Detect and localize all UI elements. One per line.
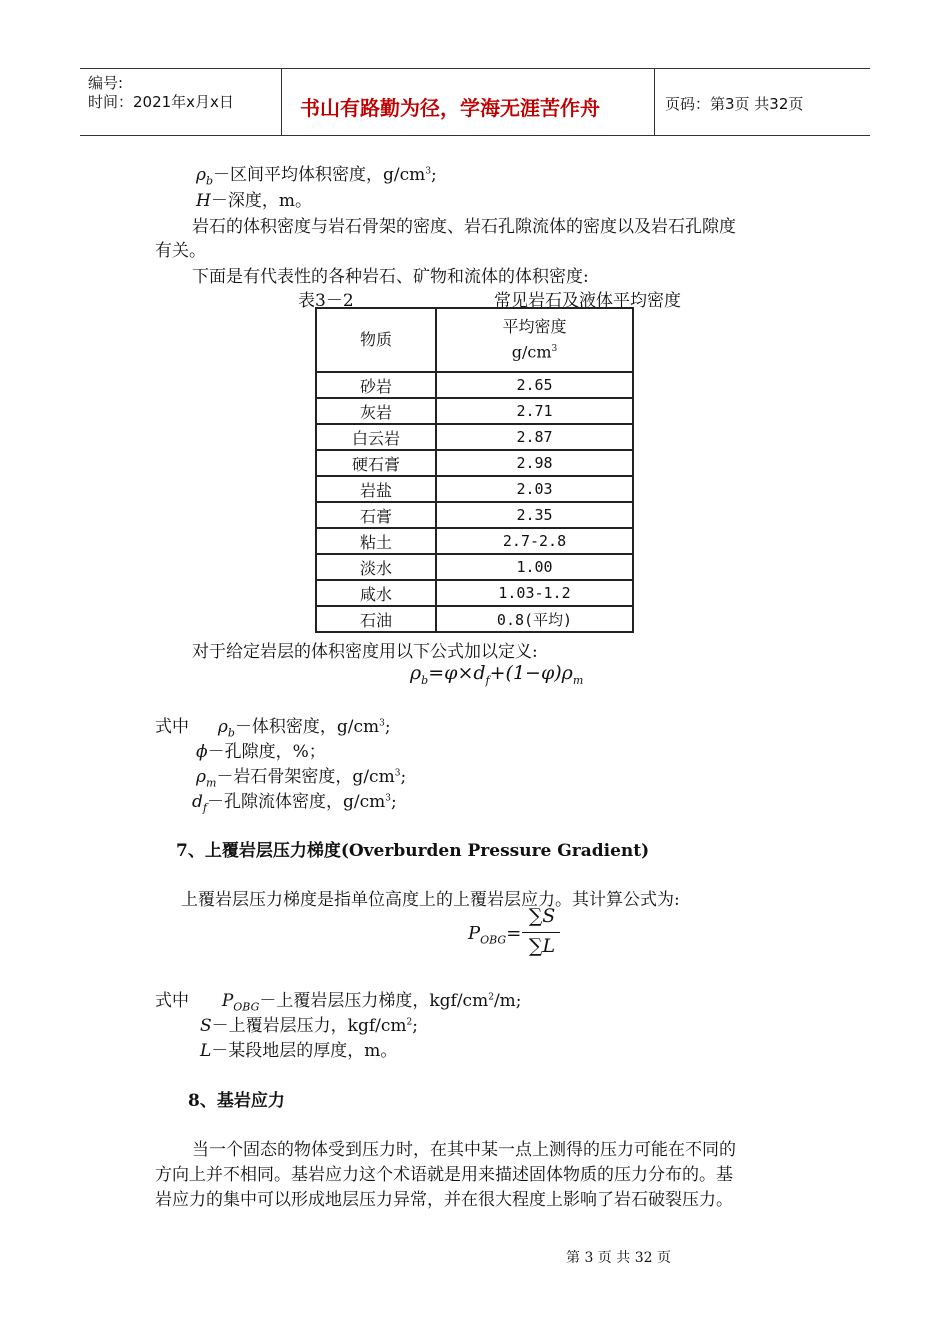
header-motto: 书山有路勤为径，学海无涯苦作舟 <box>300 96 600 120</box>
table-row <box>316 398 633 424</box>
density-cell: 0.8(平均) <box>436 606 633 632</box>
table-row <box>316 554 633 580</box>
pobg-formula-numerator: ∑S <box>528 905 556 927</box>
density-cell: 2.98 <box>436 450 633 476</box>
defs2-line-2: ϕ－孔隙度，%； <box>196 742 326 762</box>
h-symbol: H <box>196 191 211 211</box>
defs3-line-3: L－某段地层的厚度，m。 <box>200 1041 398 1061</box>
table-row <box>316 424 633 450</box>
pobg-formula-fraction-bar <box>522 932 560 933</box>
substance-cell: 砂岩 <box>316 372 436 398</box>
substance-cell: 白云岩 <box>316 424 436 450</box>
section-8-line-3: 岩应力的集中可以形成地层压力异常，并在很大程度上影响了岩石破裂压力。 <box>155 1190 733 1210</box>
paragraph-1-line-1: 岩石的体积密度与岩石骨架的密度、岩石孔隙流体的密度以及岩石孔隙度 <box>192 217 736 237</box>
rho-symbol: ρ <box>196 165 206 185</box>
pobg-formula-lhs: $P_{OBG}=$ <box>468 923 522 947</box>
header-top-rule <box>80 68 870 69</box>
section-8-line-1: 当一个固态的物体受到压力时，在其中某一点上测得的压力可能在不同的 <box>192 1140 736 1160</box>
defs2-line-1: 式中 $\rho_b-$体积密度，$g/cm^3$; <box>155 717 391 740</box>
density-cell: 2.65 <box>436 372 633 398</box>
substance-cell: 灰岩 <box>316 398 436 424</box>
header-date: 时间：2021年x月x日 <box>88 93 234 111</box>
density-table <box>315 307 634 633</box>
header-divider-right <box>654 68 655 135</box>
table-row <box>316 528 633 554</box>
header-substance: 物质 <box>316 308 436 372</box>
header-number-label: 编号: <box>88 74 124 92</box>
density-cell: 2.35 <box>436 502 633 528</box>
section-8-heading: 8、基岩应力 <box>188 1091 285 1111</box>
header-bottom-rule <box>80 135 870 136</box>
defs3-line-2: S－上覆岩层压力，kgf/$cm^2$; <box>200 1016 418 1036</box>
substance-cell: 岩盐 <box>316 476 436 502</box>
density-cell: 2.03 <box>436 476 633 502</box>
section-7-heading: 7、上覆岩层压力梯度(Overburden Pressure Gradient) <box>176 841 650 861</box>
def-depth: H－深度，m。 <box>196 191 312 211</box>
density-cell: 2.87 <box>436 424 633 450</box>
table-title: 常见岩石及液体平均密度 <box>494 291 681 311</box>
paragraph-2: 下面是有代表性的各种岩石、矿物和流体的体积密度: <box>192 267 589 287</box>
pobg-formula-denominator: ∑L <box>528 935 556 957</box>
density-cell: 1.03-1.2 <box>436 580 633 606</box>
table-row <box>316 580 633 606</box>
bulk-density-formula: $\rho_b=\varphi\times d_f+(1-\varphi)\rho_m$ <box>410 662 584 687</box>
table-row <box>316 372 633 398</box>
paragraph-3: 对于给定岩层的体积密度用以下公式加以定义: <box>192 642 538 662</box>
substance-cell: 咸水 <box>316 580 436 606</box>
table-row <box>316 450 633 476</box>
substance-cell: 硬石膏 <box>316 450 436 476</box>
section-8-line-2: 方向上并不相同。基岩应力这个术语就是用来描述固体物质的压力分布的。基 <box>155 1165 733 1185</box>
substance-cell: 淡水 <box>316 554 436 580</box>
defs2-line-3: $\rho_m-$岩石骨架密度，$g/cm^3$; <box>196 767 407 790</box>
page-footer: 第 3 页 共 32 页 <box>566 1250 671 1266</box>
substance-cell: 石油 <box>316 606 436 632</box>
table-number: 表3－2 <box>298 291 354 311</box>
header-density: 平均密度 $g/cm^3$ <box>436 308 633 372</box>
defs3-line-1: 式中 $P_{OBG}-$上覆岩层压力梯度，kgf/$cm^2/m$; <box>155 991 522 1014</box>
defs2-line-4: $d_f-$孔隙流体密度，$g/cm^3$; <box>192 792 397 815</box>
density-cell: 2.71 <box>436 398 633 424</box>
table-row <box>316 606 633 632</box>
table-row <box>316 476 633 502</box>
section-7-paragraph: 上覆岩层压力梯度是指单位高度上的上覆岩层应力。其计算公式为: <box>181 890 680 910</box>
header-divider-left <box>281 68 282 135</box>
density-cell: 2.7-2.8 <box>436 528 633 554</box>
density-cell: 1.00 <box>436 554 633 580</box>
def-rho-b: $\rho_b-$区间平均体积密度，$g/cm^3$; <box>196 165 437 188</box>
header-page-label: 页码：第3页 共32页 <box>665 95 804 113</box>
table-row <box>316 502 633 528</box>
table-header-row <box>316 308 633 372</box>
substance-cell: 石膏 <box>316 502 436 528</box>
substance-cell: 粘土 <box>316 528 436 554</box>
paragraph-1-line-2: 有关。 <box>155 241 206 261</box>
